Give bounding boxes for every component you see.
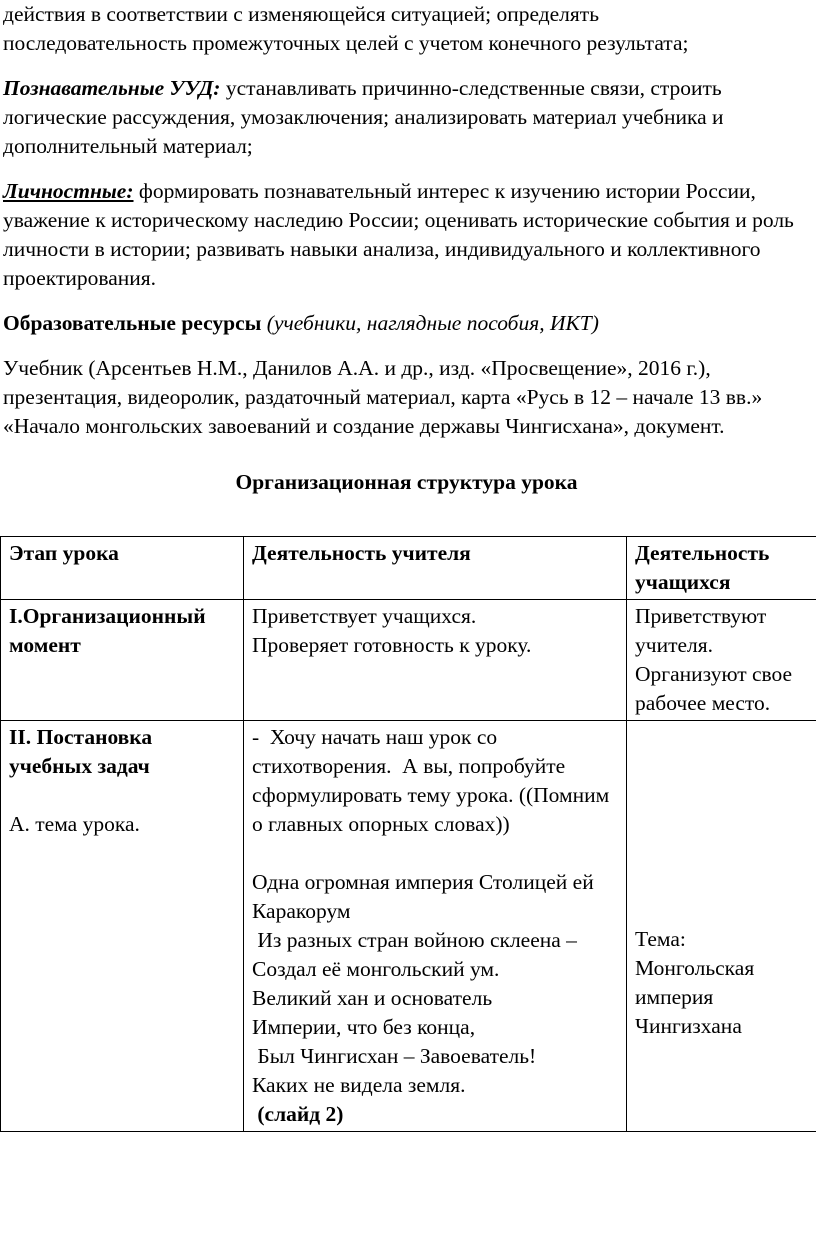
poem-line: Империи, что без конца, <box>252 1015 476 1039</box>
row2-stage: II. Постановка учебных задач <box>9 725 158 778</box>
document-page <box>0 0 816 497</box>
row2-students: Тема: Монгольская империя Чингизхана <box>635 927 760 1038</box>
intro-line-2: последовательность промежуточных целей с учетом конечного результата; <box>3 31 689 55</box>
cognitive-label: Познавательные УУД: <box>3 76 221 100</box>
table-row <box>1 721 816 1132</box>
row1-teacher <box>244 600 627 721</box>
table-title: Организационная структура урока <box>235 470 578 494</box>
poem-line: Из разных стран войною склеена – <box>252 928 577 952</box>
row2-stage-sub: А. тема урока. <box>9 812 140 836</box>
header-teacher: Деятельность учителя <box>244 537 627 600</box>
row2-students-cell <box>627 721 816 1132</box>
resources-heading <box>3 309 816 338</box>
resources-note: (учебники, наглядные пособия, ИКТ) <box>261 311 599 335</box>
poem-line: Одна огромная империя Столицей ей Каракорум <box>252 870 600 923</box>
row2-teacher-intro: - Хочу начать наш урок со стихотворения. А вы, попробуйте сформулировать тему урока. ((Помним о главных опорных словах)) <box>252 725 615 836</box>
poem-line: Великий хан и основатель <box>252 986 493 1010</box>
row1-teacher-line-1: Приветствует учащихся. <box>252 604 477 628</box>
personal-paragraph <box>3 177 816 293</box>
resources-label: Образовательные ресурсы <box>3 311 262 335</box>
slide-reference: (слайд 2) <box>252 1102 344 1126</box>
table-row <box>1 600 816 721</box>
poem-line: Был Чингисхан – Завоеватель! <box>252 1044 537 1068</box>
resources-paragraph <box>3 354 816 441</box>
row2-stage-gap <box>9 781 237 810</box>
personal-text: формировать познавательный интерес к изучению истории России, уважение к историческому наследию России; оценивать исторические события и роль личности в истории; развивать навыки анализа, индивидуального и коллективного проектирования. <box>3 179 794 290</box>
cognitive-text: устанавливать причинно-следственные связи, строить логические рассуждения, умозаключения; анализировать материал учебника и дополнительный материал; <box>3 76 724 158</box>
poem-line: Каких не видела земля. <box>252 1073 466 1097</box>
table-header-row <box>1 537 816 600</box>
row2-stage-cell <box>1 721 244 1132</box>
intro-paragraph <box>3 0 816 58</box>
cognitive-paragraph <box>3 74 816 161</box>
row2-teacher-gap <box>252 839 620 868</box>
row1-stage: I.Организационный момент <box>1 600 244 721</box>
personal-label: Личностные: <box>3 179 134 203</box>
intro-line-1: действия в соответствии с изменяющейся ситуацией; определять <box>3 2 600 26</box>
lesson-structure-table <box>0 536 816 1132</box>
header-students: Деятельность учащихся <box>627 537 816 600</box>
resources-text: Учебник (Арсентьев Н.М., Данилов А.А. и др., изд. «Просвещение», 2016 г.), презентация, видеоролик, раздаточный материал, карта «Русь в 12 – начале 13 вв.» «Начало монгольских завоеваний и создание державы Чингисхана», документ. <box>3 356 763 438</box>
row1-teacher-line-2: Проверяет готовность к уроку. <box>252 633 532 657</box>
poem-line: Создал её монгольский ум. <box>252 957 500 981</box>
row1-students: Приветствуют учителя. Организуют свое рабочее место. <box>627 600 816 721</box>
row2-teacher-cell <box>244 721 627 1132</box>
header-stage: Этап урока <box>1 537 244 600</box>
